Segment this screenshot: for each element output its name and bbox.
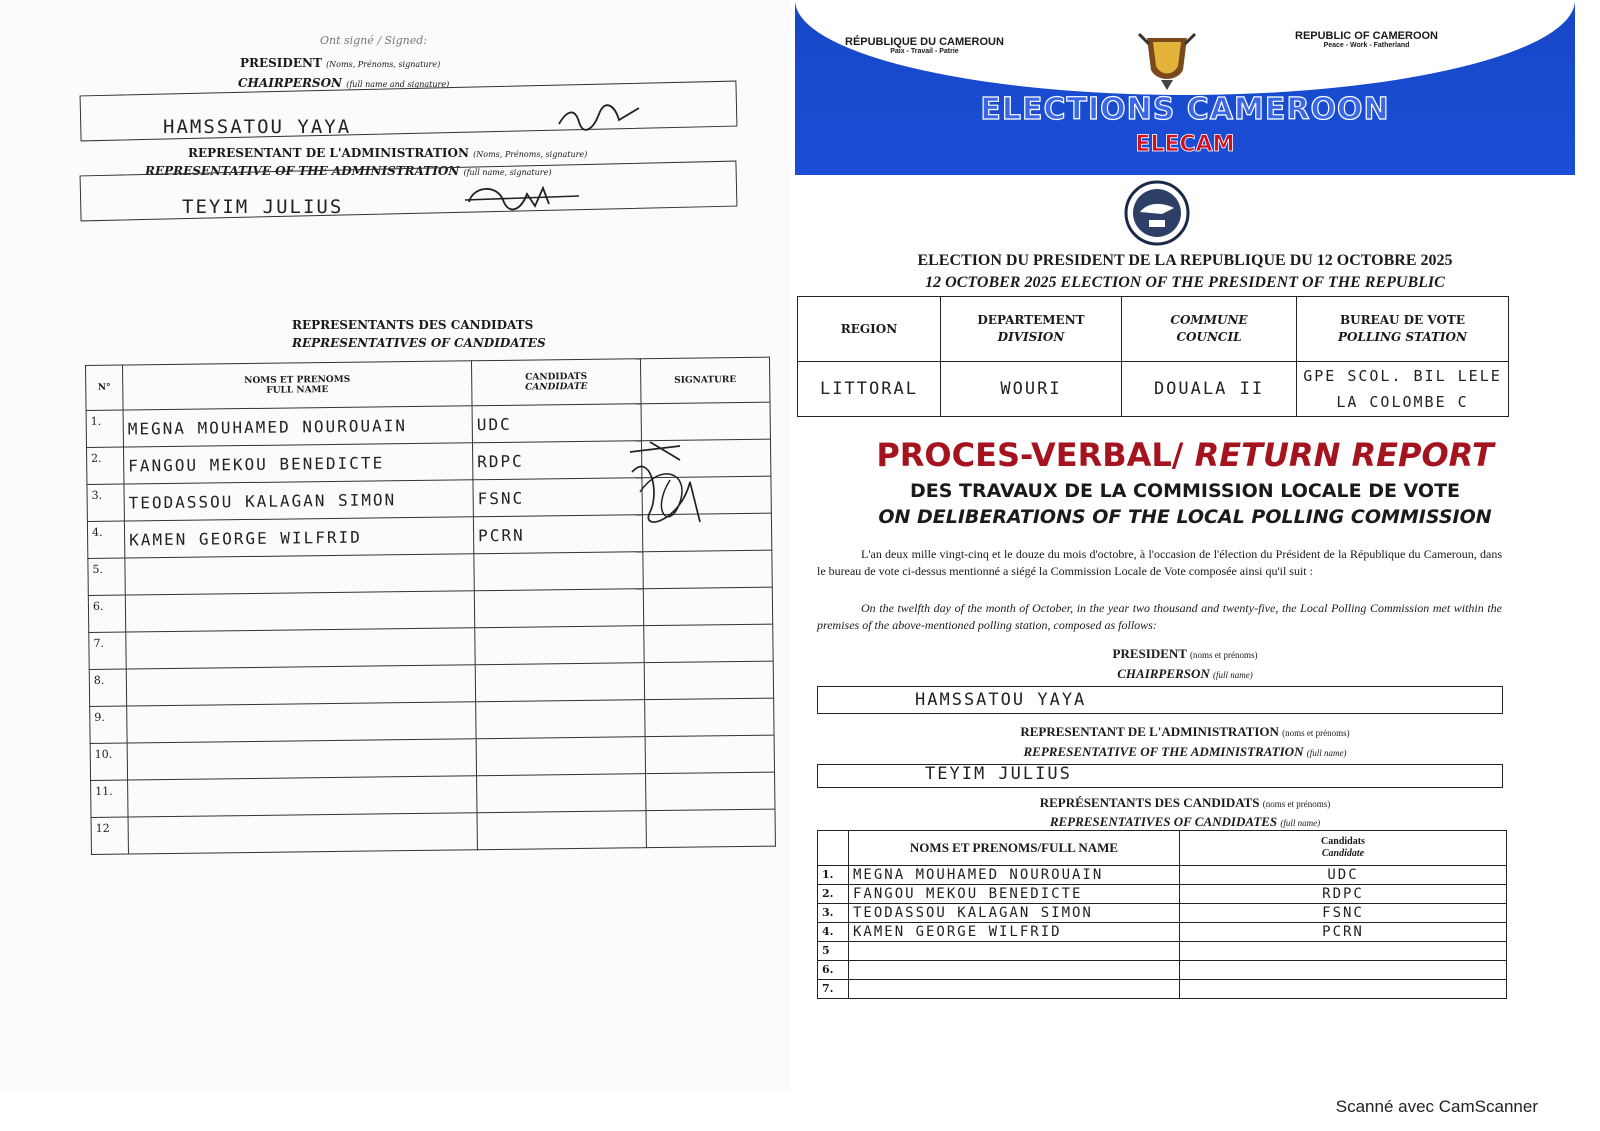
representative-name: MEGNA MOUHAMED NOUROUAIN <box>123 406 472 447</box>
row-number: 4. <box>87 521 124 558</box>
candidate-party <box>474 589 643 628</box>
station-value: GPE SCOL. BIL LELE LA COLOMBE C <box>1297 362 1509 417</box>
report-subtitle-fr: DES TRAVAUX DE LA COMMISSION LOCALE DE VOTE <box>909 480 1461 502</box>
table-row <box>818 866 1507 885</box>
row-number: 7. <box>89 632 126 669</box>
org-name: ELECTIONS CAMEROON <box>980 92 1390 127</box>
representative-name: TEODASSOU KALAGAN SIMON <box>124 480 473 521</box>
chairperson-signature <box>555 100 645 132</box>
row-number: 6. <box>818 961 849 980</box>
candidate-party <box>475 626 644 665</box>
president-label: PRESIDENT (noms et prénoms) <box>1112 646 1258 661</box>
representative-name <box>128 813 477 854</box>
row-number: 6. <box>88 595 125 632</box>
elecam-seal-icon <box>1122 180 1192 246</box>
candidate-party: UDC <box>472 404 641 443</box>
chairperson-label: CHAIRPERSON (full name) <box>1117 666 1253 681</box>
row-number: 5 <box>818 942 849 961</box>
representative-name <box>128 776 477 817</box>
representative-name: TEODASSOU KALAGAN SIMON <box>849 904 1180 923</box>
candidate-party: FSNC <box>1180 904 1507 923</box>
org-short: ELECAM <box>1135 132 1235 157</box>
row-number: 4. <box>818 923 849 942</box>
table-row <box>818 980 1507 999</box>
intro-paragraph-fr: L'an deux mille vingt-cinq et le douze du mois d'octobre, à l'occasion de l'élection du Président de la République du Cameroun, dans le bureau de vote ci-dessus mentionné a siégé la Commission Locale de Vote composée ainsi qu'il suit : <box>817 547 1502 578</box>
col-num: N° <box>86 365 124 410</box>
table-row <box>818 904 1507 923</box>
signature-cell <box>643 550 772 589</box>
right-page <box>795 0 1575 1090</box>
col-name: NOMS ET PRENOMS FULL NAME <box>123 361 473 410</box>
candidate-party <box>476 700 645 739</box>
signature-cell <box>646 772 775 811</box>
representative-name <box>849 961 1180 980</box>
signature-cell <box>644 624 773 663</box>
republic-fr: RÉPUBLIQUE DU CAMEROUN Paix - Travail - Patrie <box>845 36 1004 55</box>
candidate-party <box>475 663 644 702</box>
row-number: 2. <box>87 447 124 484</box>
row-number: 9. <box>90 706 127 743</box>
left-page <box>0 0 790 1090</box>
report-subtitle-en: ON DELIBERATIONS OF THE LOCAL POLLING COMMISSION <box>878 506 1492 528</box>
table-row <box>818 923 1507 942</box>
republic-en: REPUBLIC OF CAMEROON Peace - Work - Fatherland <box>1295 30 1438 49</box>
signature-cell <box>646 809 775 848</box>
table-row <box>818 942 1507 961</box>
col-council: COMMUNE COUNCIL <box>1122 297 1297 362</box>
representative-name <box>125 554 474 595</box>
signature-cell <box>645 735 774 774</box>
chairperson-name: HAMSSATOU YAYA <box>163 116 352 138</box>
row-number: 8. <box>89 669 126 706</box>
president-label: PRESIDENT (Noms, Prénoms, signature) <box>240 56 441 70</box>
admin-box <box>817 764 1503 788</box>
signed-label: Ont signé / Signed: <box>320 34 427 47</box>
location-row <box>798 362 1509 417</box>
admin-name: TEYIM JULIUS <box>925 764 1072 784</box>
candidate-party <box>1180 942 1507 961</box>
row-number: 3. <box>87 484 124 521</box>
col-num <box>818 831 849 866</box>
col-candidate: CANDIDATS CANDIDATE <box>471 359 641 406</box>
candidate-party <box>476 737 645 776</box>
row-number: 10. <box>90 743 127 780</box>
candidate-party: PCRN <box>1180 923 1507 942</box>
cand-title-fr: REPRESENTANTS DES CANDIDATS <box>292 318 534 332</box>
representative-name <box>127 739 476 780</box>
candidate-party <box>1180 961 1507 980</box>
candidate-party: UDC <box>1180 866 1507 885</box>
row-number: 3. <box>818 904 849 923</box>
representative-name <box>125 591 474 632</box>
report-title: PROCES-VERBAL/ RETURN REPORT <box>876 436 1494 474</box>
row-number: 2. <box>818 885 849 904</box>
representative-name: FANGOU MEKOU BENEDICTE <box>849 885 1180 904</box>
col-candidate: Candidats Candidate <box>1180 831 1507 866</box>
representative-name: FANGOU MEKOU BENEDICTE <box>124 443 473 484</box>
admin-label-en: REPRESENTATIVE OF THE ADMINISTRATION (full name) <box>1023 744 1347 759</box>
signature-cell <box>645 698 774 737</box>
signature-cell <box>644 661 773 700</box>
chairperson-label: CHAIRPERSON (full name and signature) <box>238 76 450 90</box>
row-number: 5. <box>88 558 125 595</box>
division-value: WOURI <box>941 362 1122 417</box>
representative-name: MEGNA MOUHAMED NOUROUAIN <box>849 866 1180 885</box>
col-region: REGION <box>798 297 941 362</box>
representative-name: KAMEN GEORGE WILFRID <box>124 517 473 558</box>
table-row <box>91 809 775 854</box>
candidates-table-right <box>817 830 1507 999</box>
representative-name <box>126 665 475 706</box>
intro-paragraph-en: On the twelfth day of the month of October, in the year two thousand and twenty-five, the Local Polling Commission met within the premises of the above-mentioned polling station, composed as follows: <box>817 601 1502 632</box>
coat-of-arms-icon <box>1137 30 1197 92</box>
representative-name: KAMEN GEORGE WILFRID <box>849 923 1180 942</box>
council-value: DOUALA II <box>1122 362 1297 417</box>
candidate-party: PCRN <box>473 515 642 554</box>
admin-name: TEYIM JULIUS <box>182 196 344 218</box>
representative-name <box>849 980 1180 999</box>
col-signature: SIGNATURE <box>640 357 770 404</box>
table-row <box>818 961 1507 980</box>
candidate-party: RDPC <box>472 441 641 480</box>
row-number: 1. <box>818 866 849 885</box>
col-name: NOMS ET PRENOMS/FULL NAME <box>849 831 1180 866</box>
candidate-party: FSNC <box>473 478 642 517</box>
candidate-party <box>477 811 646 850</box>
representatives-signature <box>620 432 720 532</box>
signature-cell <box>643 587 772 626</box>
admin-label-fr: REPRESENTANT DE L'ADMINISTRATION (Noms, Prénoms, signature) <box>188 146 588 160</box>
chairperson-name: HAMSSATOU YAYA <box>915 690 1087 710</box>
row-number: 11. <box>91 780 128 817</box>
admin-signature <box>463 180 583 214</box>
col-polling-station: BUREAU DE VOTE POLLING STATION <box>1297 297 1509 362</box>
table-header-row <box>818 831 1507 866</box>
row-number: 12 <box>91 817 128 854</box>
representative-name <box>127 702 476 743</box>
scanner-watermark: Scanné avec CamScanner <box>1335 1097 1538 1116</box>
row-number: 7. <box>818 980 849 999</box>
election-title-en: 12 OCTOBER 2025 ELECTION OF THE PRESIDENT OF THE REPUBLIC <box>925 274 1445 291</box>
region-value: LITTORAL <box>798 362 941 417</box>
candidate-party <box>1180 980 1507 999</box>
admin-label-en: REPRESENTATIVE OF THE ADMINISTRATION (full name, signature) <box>145 164 552 178</box>
cand-label-fr: REPRÉSENTANTS DES CANDIDATS (noms et prénoms) <box>1039 795 1331 810</box>
candidate-party: RDPC <box>1180 885 1507 904</box>
representative-name <box>126 628 475 669</box>
table-row <box>818 885 1507 904</box>
col-division: DEPARTEMENT DIVISION <box>941 297 1122 362</box>
row-number: 1. <box>86 410 123 447</box>
representative-name <box>849 942 1180 961</box>
location-table <box>797 296 1509 417</box>
admin-label-fr: REPRESENTANT DE L'ADMINISTRATION (noms et prénoms) <box>1020 724 1350 739</box>
cand-title-en: REPRESENTATIVES OF CANDIDATES <box>292 336 546 350</box>
election-title-fr: ELECTION DU PRESIDENT DE LA REPUBLIQUE DU 12 OCTOBRE 2025 <box>917 252 1453 269</box>
candidate-party <box>477 774 646 813</box>
cand-label-en: REPRESENTATIVES OF CANDIDATES (full name) <box>1049 814 1321 829</box>
candidate-party <box>474 552 643 591</box>
